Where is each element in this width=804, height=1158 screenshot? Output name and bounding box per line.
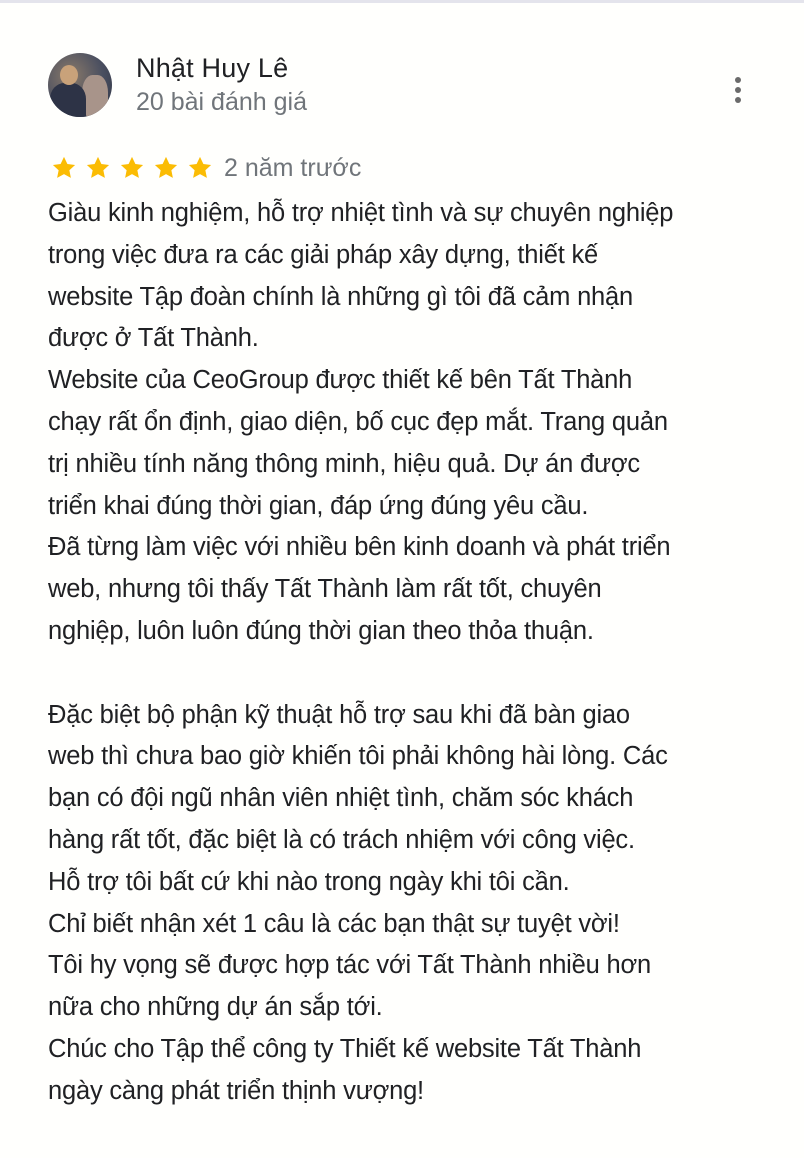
review-text-line: website Tập đoàn chính là những gì tôi đã cảm nhận	[48, 282, 634, 311]
author-name[interactable]: Nhật Huy Lê	[136, 53, 289, 83]
review-text-line: trị nhiều tính năng thông minh, hiệu quả. Dự án được	[48, 449, 640, 478]
star-icon	[84, 154, 112, 182]
review-header	[48, 50, 307, 120]
more-vert-icon	[735, 97, 741, 103]
review-text-line: nữa cho những dự án sắp tới.	[48, 993, 383, 1022]
more-vert-icon	[735, 77, 741, 83]
review-card	[0, 3, 804, 1158]
star-icon	[50, 154, 78, 182]
review-text-line: Tôi hy vọng sẽ được hợp tác với Tất Thành nhiều hơn	[48, 951, 651, 980]
more-options-button[interactable]	[726, 73, 750, 107]
review-text-line: Chỉ biết nhận xét 1 câu là các bạn thật sự tuyệt vời!	[48, 909, 620, 938]
review-text-line: ngày càng phát triển thịnh vượng!	[48, 1076, 424, 1105]
review-text-line: web thì chưa bao giờ khiến tôi phải không hài lòng. Các	[48, 742, 668, 771]
review-text-line: chạy rất ổn định, giao diện, bố cục đẹp mắt. Trang quản	[48, 407, 668, 436]
author-review-count: 20 bài đánh giá	[136, 88, 307, 116]
review-text-line: Đặc biệt bộ phận kỹ thuật hỗ trợ sau khi đã bàn giao	[48, 700, 630, 729]
review-time: 2 năm trước	[224, 154, 362, 182]
review-text-line: Hỗ trợ tôi bất cứ khi nào trong ngày khi tôi cần.	[48, 867, 570, 896]
author-info	[136, 52, 307, 118]
review-text-line: triển khai đúng thời gian, đáp ứng đúng yêu cầu.	[48, 491, 589, 520]
star-icon	[152, 154, 180, 182]
review-text-line: Chúc cho Tập thể công ty Thiết kế website Tất Thành	[48, 1034, 642, 1063]
review-body	[48, 193, 788, 1113]
star-icon	[186, 154, 214, 182]
review-text-line: trong việc đưa ra các giải pháp xây dựng, thiết kế	[48, 240, 599, 269]
review-text-line: nghiệp, luôn luôn đúng thời gian theo thỏa thuận.	[48, 616, 594, 645]
author-avatar[interactable]	[48, 53, 112, 117]
rating-row	[50, 150, 361, 186]
review-text-line: Website của CeoGroup được thiết kế bên Tất Thành	[48, 366, 633, 395]
avatar-photo-figure	[50, 83, 86, 117]
star-icon	[118, 154, 146, 182]
review-text-line: bạn có đội ngũ nhân viên nhiệt tình, chăm sóc khách	[48, 784, 634, 813]
review-text-line: được ở Tất Thành.	[48, 324, 259, 353]
more-vert-icon	[735, 87, 741, 93]
paragraph-spacer	[48, 653, 788, 695]
avatar-photo-face	[60, 65, 78, 85]
review-text-line: Giàu kinh nghiệm, hỗ trợ nhiệt tình và sự chuyên nghiệp	[48, 199, 674, 227]
review-text-line: web, nhưng tôi thấy Tất Thành làm rất tốt, chuyên	[48, 575, 602, 604]
review-text-line: Đã từng làm việc với nhiều bên kinh doanh và phát triển	[48, 533, 671, 562]
star-rating	[50, 154, 214, 182]
review-text-line: hàng rất tốt, đặc biệt là có trách nhiệm với công việc.	[48, 825, 635, 854]
